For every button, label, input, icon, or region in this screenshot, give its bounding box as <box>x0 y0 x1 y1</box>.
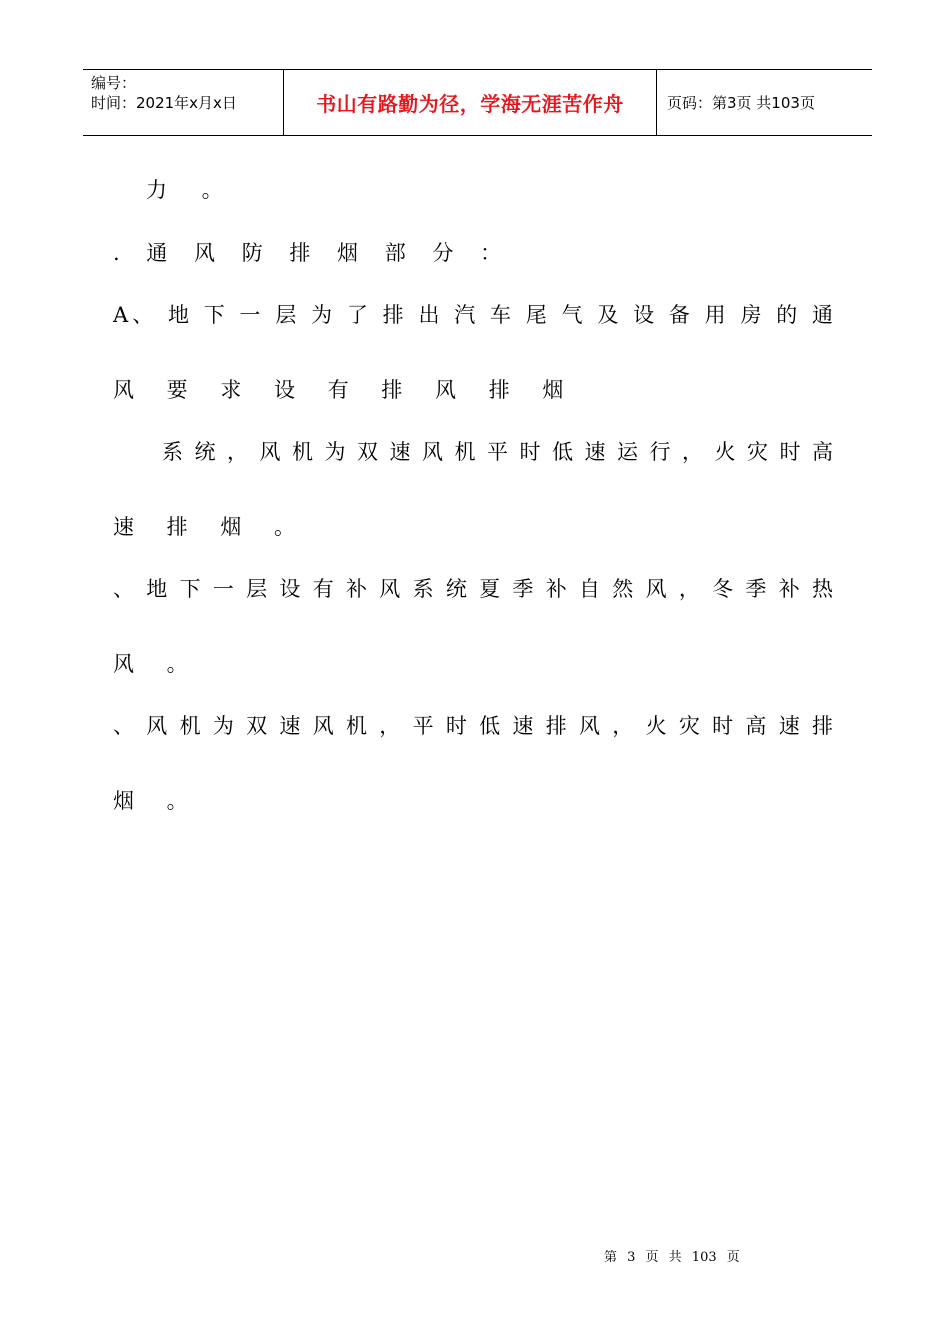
body-line-7: 、 地 下 一 层 设 有 补 风 系 统 夏 季 补 自 然 风 ， 冬 季 补 热 <box>113 577 833 601</box>
header-page-text: 页码：第3页 共103页 <box>667 94 815 112</box>
body-line-6: 速 排 烟 。 <box>113 515 309 539</box>
body-line-1: 力 。 <box>146 178 237 202</box>
page-footer: 第 3 页 共 103 页 <box>604 1250 740 1265</box>
body-line-4: 风 要 求 设 有 排 风 排 烟 <box>113 378 577 402</box>
header-motto-cell <box>284 70 657 135</box>
header-motto: 书山有路勤为径，学海无涯苦作舟 <box>316 92 624 116</box>
body-line-3: A、 地 下 一 层 为 了 排 出 汽 车 尾 气 及 设 备 用 房 的 通 <box>113 303 833 327</box>
doc-date-label: 时间：2021年x月x日 <box>91 94 237 112</box>
body-line-5: 系 统 ， 风 机 为 双 速 风 机 平 时 低 速 运 行 ， 火 灾 时 高 <box>162 440 833 464</box>
body-line-9: 、 风 机 为 双 速 风 机 ， 平 时 低 速 排 风 ， 火 灾 时 高 速 排 <box>113 714 833 738</box>
page-header <box>83 69 872 136</box>
body-line-10: 烟 。 <box>113 789 201 813</box>
doc-number-label: 编号： <box>91 74 137 92</box>
section-heading: . 通 风 防 排 烟 部 分 ： <box>113 241 512 265</box>
header-page-info <box>657 70 872 135</box>
header-meta <box>83 70 284 135</box>
body-line-8: 风 。 <box>113 652 201 676</box>
